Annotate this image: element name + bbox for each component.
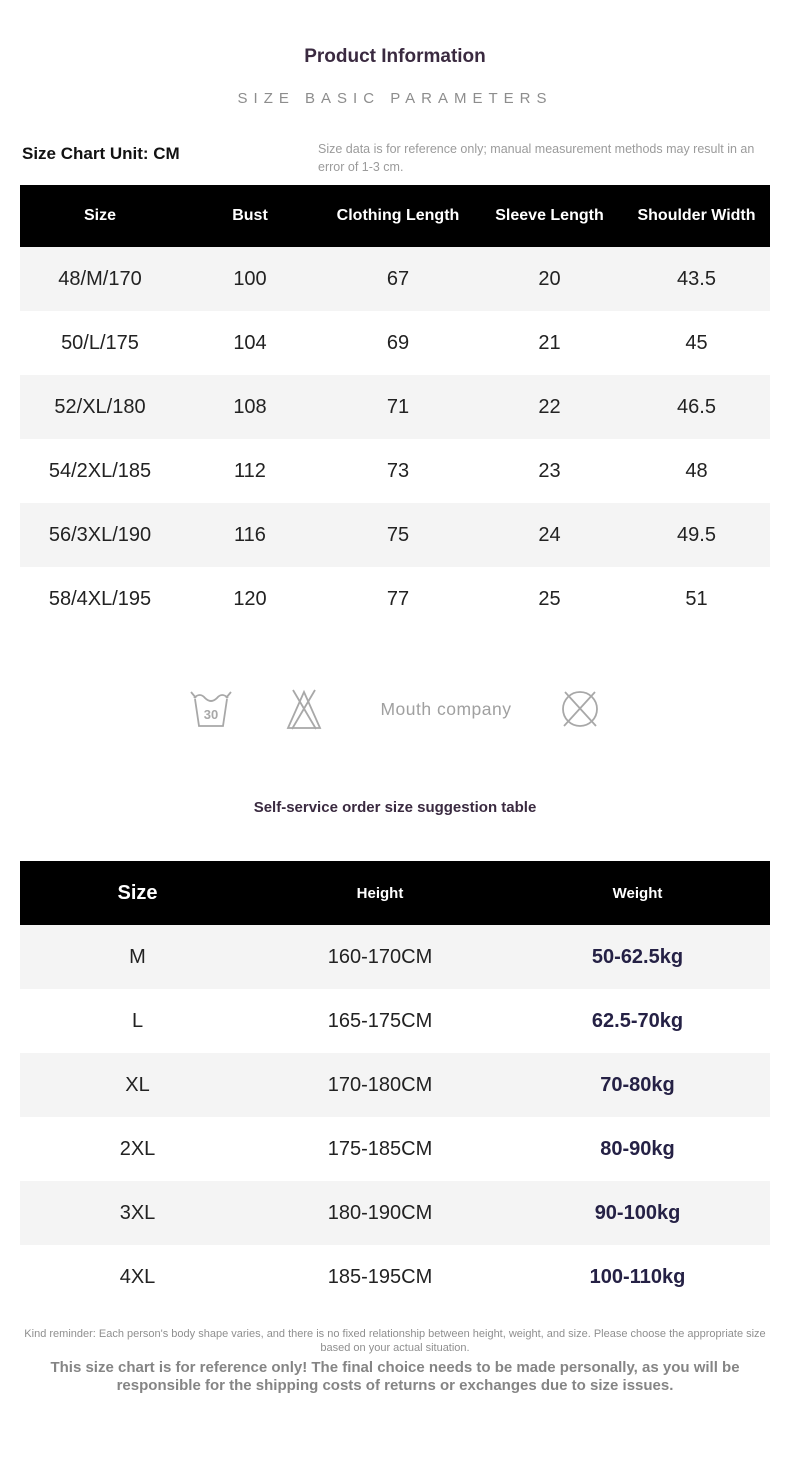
table-cell: 24 [538,523,561,546]
table-cell: 48/M/170 [58,267,142,290]
page-title: Product Information [304,46,486,67]
table-cell: 112 [234,459,266,482]
suggestion-table [20,861,770,1309]
table-cell: 73 [386,459,410,482]
column-header-shoulder-width: Shoulder Width [637,207,756,224]
do-not-bleach-icon [284,687,324,731]
table-cell: 21 [538,331,561,354]
table-cell: 25 [538,587,561,610]
table-cell: 51 [685,587,708,610]
column-header-size: Size [83,207,116,224]
svg-text:30: 30 [204,707,219,722]
table-cell-weight: 50-62.5kg [591,945,684,968]
care-label: Mouth company [380,698,512,719]
size-chart-note: Size data is for reference only; manual measurement methods may result in an error of 1-3 cm. [318,142,755,174]
table-cell: 180-190CM [327,1201,433,1224]
table-cell: 160-170CM [327,945,433,968]
table-cell: 170-180CM [327,1073,433,1096]
table-cell: 120 [233,587,267,610]
size-chart-table [20,185,770,631]
table-cell: 52/XL/180 [54,395,146,418]
table-row [20,1117,770,1181]
column-header-height: Height [356,884,404,902]
size-chart-unit-label: Size Chart Unit: CM [22,144,180,163]
footer-reminder: Kind reminder: Each person's body shape varies, and there is no fixed relationship between height, weight, and size. Please choose the appropriate size based on your actual situation. [24,1328,766,1355]
table-row [20,567,770,631]
table-cell: 71 [386,395,410,418]
table-cell: XL [125,1073,150,1096]
suggestion-header-row [20,861,770,925]
table-cell: L [131,1009,144,1032]
table-cell: 175-185CM [327,1137,433,1160]
table-cell: 69 [386,331,410,354]
table-row [20,989,770,1053]
table-cell-weight: 70-80kg [600,1073,675,1096]
table-cell: 3XL [119,1201,156,1224]
table-row [20,311,770,375]
table-cell: 54/2XL/185 [48,459,152,482]
table-cell: 56/3XL/190 [48,523,152,546]
table-cell: 77 [386,587,410,610]
table-cell: 49.5 [677,523,716,546]
table-cell-weight: 62.5-70kg [591,1009,684,1032]
table-row [20,1181,770,1245]
table-row [20,1053,770,1117]
table-cell-weight: 80-90kg [600,1137,675,1160]
table-cell: 67 [386,267,410,290]
table-row [20,247,770,311]
column-header-size: Size [117,881,158,904]
table-cell: 43.5 [677,267,716,290]
table-cell: 116 [234,523,266,546]
table-cell: 58/4XL/195 [48,587,152,610]
column-header-bust: Bust [232,207,268,224]
wash-30-icon [188,687,234,731]
column-header-sleeve-length: Sleeve Length [495,207,604,224]
table-cell: 46.5 [677,395,716,418]
table-row [20,925,770,989]
column-header-weight: Weight [612,884,663,902]
table-row [20,1245,770,1309]
table-cell: 165-175CM [327,1009,433,1032]
table-cell: 2XL [119,1137,156,1160]
size-chart-unit-row [22,141,780,176]
table-cell: 23 [538,459,561,482]
table-cell: 50/L/175 [61,331,139,354]
table-row [20,375,770,439]
table-cell: 185-195CM [327,1265,433,1288]
table-cell-weight: 90-100kg [594,1201,681,1224]
table-row [20,439,770,503]
footer-warning: This size chart is for reference only! The final choice needs to be made personally, as you will be responsible for the shipping costs of returns or exchanges due to size issues. [50,1358,740,1395]
column-header-clothing-length: Clothing Length [336,207,460,224]
table-cell-weight: 100-110kg [589,1265,686,1288]
table-cell: 22 [538,395,561,418]
table-cell: 45 [685,331,708,354]
table-cell: 104 [233,331,267,354]
table-row [20,503,770,567]
table-cell: M [129,945,146,968]
care-instructions-row [0,687,790,731]
table-cell: 48 [685,459,708,482]
table-cell: 4XL [119,1265,156,1288]
table-cell: 20 [538,267,561,290]
page-subtitle: SIZE BASIC PARAMETERS [237,90,553,107]
size-chart-header-row [20,185,770,247]
table-cell: 108 [233,395,267,418]
do-not-dry-clean-icon [558,687,602,731]
suggestion-table-heading: Self-service order size suggestion table [253,799,537,816]
table-cell: 75 [386,523,410,546]
table-cell: 100 [233,267,267,290]
